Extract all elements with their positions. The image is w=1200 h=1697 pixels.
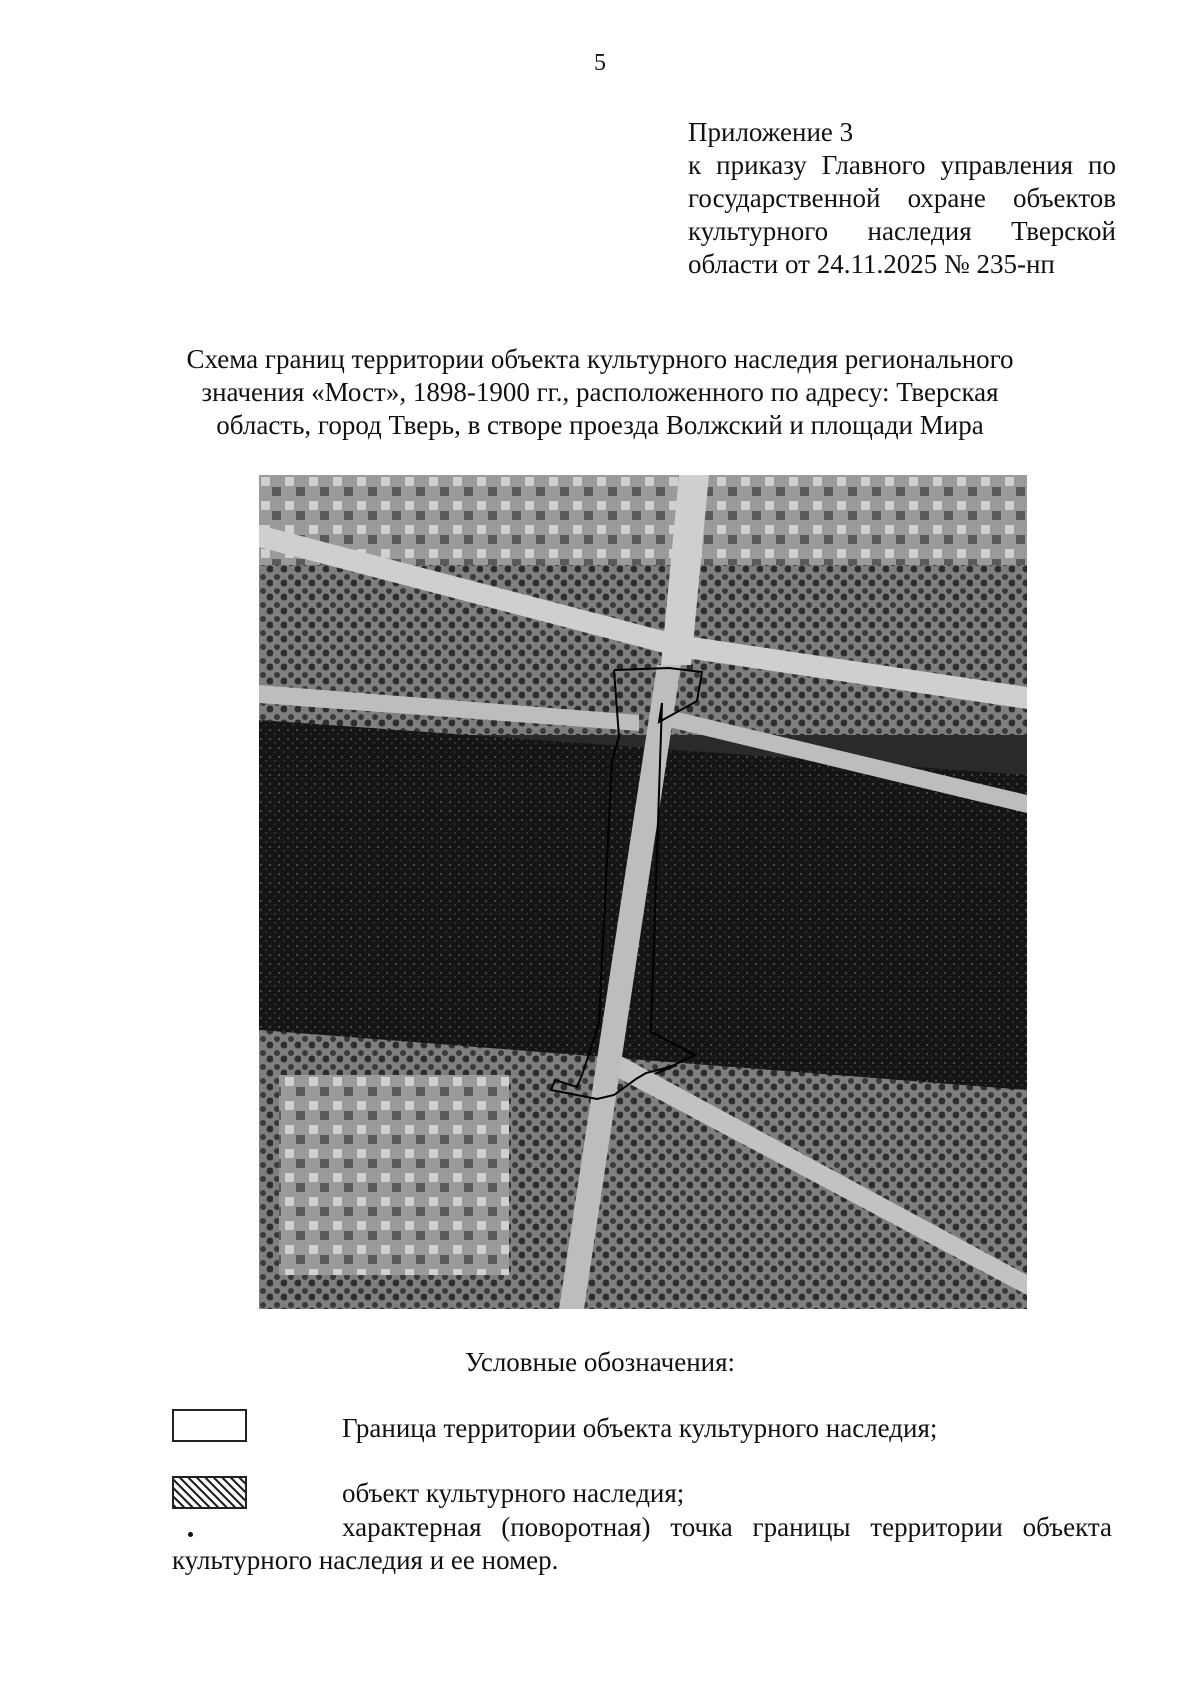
legend-label-object: объект культурного наследия; [342, 1478, 685, 1508]
title-line: Схема границ территории объекта культурного наследия регионального [186, 344, 1014, 374]
appendix-line: культурного наследия Тверской [688, 216, 1116, 246]
north-buildings [259, 475, 1027, 565]
aerial-map [259, 475, 1027, 1309]
legend-point-line: культурного наследия и ее номер. [172, 1545, 559, 1575]
appendix-line: государственной охране объектов [688, 183, 1116, 213]
appendix-header [688, 116, 1116, 281]
map-svg [259, 475, 1027, 1309]
appendix-line: области от 24.11.2025 № 235-нп [688, 249, 1055, 279]
legend-heading: Условные обозначения: [464, 1347, 736, 1377]
page-number: 5 [594, 50, 606, 76]
title-line: значения «Мост», 1898-1900 гг., расположенного по адресу: Тверская [201, 377, 999, 407]
legend-point-line: характерная (поворотная) точка границы территории объекта [342, 1512, 1112, 1542]
legend-label-point [172, 1511, 1112, 1577]
document-title [150, 343, 1050, 442]
title-line: область, город Тверь, в створе проезда Волжский и площади Мира [216, 410, 984, 440]
legend-swatch-boundary [172, 1409, 247, 1442]
appendix-line: Приложение 3 [688, 117, 854, 147]
legend-swatch-object [172, 1476, 247, 1509]
legend-label-boundary: Граница территории объекта культурного наследия; [342, 1413, 938, 1443]
appendix-line: к приказу Главного управления по [688, 150, 1116, 180]
south-buildings [279, 1075, 509, 1275]
